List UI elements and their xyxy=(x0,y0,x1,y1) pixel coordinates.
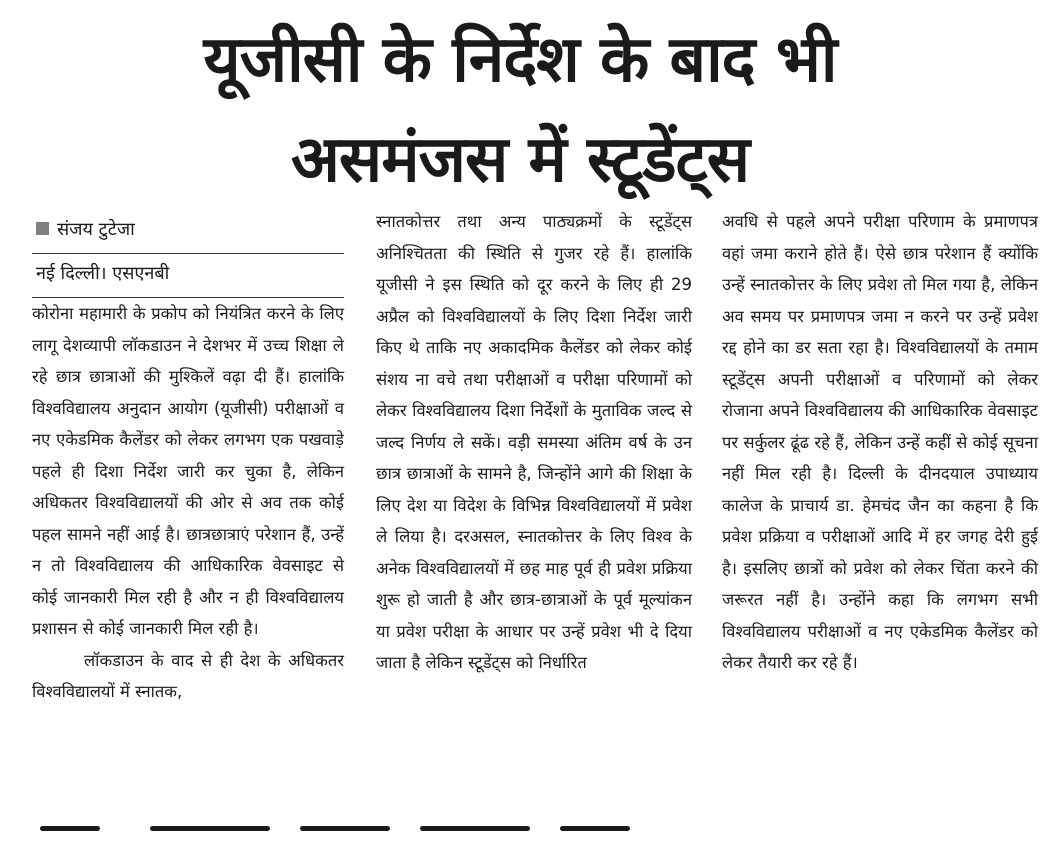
byline xyxy=(32,208,344,296)
headline xyxy=(0,10,1040,210)
column-3 xyxy=(722,206,1038,679)
dateline: नई दिल्ली। एसएनबी xyxy=(36,263,170,284)
column-1-paragraph-2: लॉकडाउन के वाद से ही देश के अधिकतर विश्वविद्यालयों में स्नातक, xyxy=(32,650,344,701)
author-line xyxy=(36,214,135,246)
headline-line-2: असमंजस में स्टूडेंट्स xyxy=(291,123,749,197)
column-1-paragraph-1: कोरोना महामारी के प्रकोप को नियंत्रित करने के लिए लागू देशव्यापी लॉकडाउन ने देशभर में उच्च शिक्षा ले रहे छात्र छात्राओं की मुश्किलें वढ़ा दी हैं। हालांकि विश्वविद्यालय अनुदान आयोग (यूजीसी) परीक्षाओं व नए एकेडमिक कैलेंडर को लेकर लगभग एक पखवाड़े पहले ही दिशा निर्देश जारी कर चुका है, लेकिन अधिकतर विश्वविद्यालयों की ओर से अव तक कोई पहल सामने नहीं आई है। छात्रछात्राएं परेशान हैं, उन्हें न तो विश्वविद्यालय की आधिकारिक वेवसाइट से कोई जानकारी मिल रही है और न ही विश्वविद्यालय प्रशासन से कोई जानकारी मिल रही है। xyxy=(32,304,344,638)
headline-line-1: यूजीसी के निर्देश के बाद भी xyxy=(203,23,837,97)
author-name: संजय टुटेजा xyxy=(57,219,135,240)
column-3-text: अवधि से पहले अपने परीक्षा परिणाम के प्रमाणपत्र वहां जमा कराने होते हैं। ऐसे छात्र परेशान हैं क्योंकि उन्हें स्नातकोत्तर के लिए प्रवेश तो मिल गया है, लेकिन अव समय पर प्रमाणपत्र जमा न करने पर उन्हें प्रवेश रद्द होने का डर सता रहा है। विश्वविद्यालयों के तमाम स्टूडेंट्स अपनी परीक्षाओं व परिणामों को लेकर रोजाना अपने विश्वविद्यालय की आधिकारिक वेवसाइट पर सर्कुलर ढूंढ रहे हैं, लेकिन उन्हें कहीं से कोई सूचना नहीं मिल रही है। दिल्ली के दीनदयाल उपाध्याय कालेज के प्राचार्य डा. हेमचंद जैन का कहना है कि प्रवेश प्रक्रिया व परीक्षाओं आदि में हर जगह देरी हुई है। इसलिए छात्रों को प्रवेश को लेकर चिंता करने की जरूरत नहीं है। उन्होंने कहा कि लगभग सभी विश्वविद्यालय परीक्षाओं व नए एकेडमिक कैलेंडर को लेकर तैयारी कर रहे हैं। xyxy=(722,212,1038,672)
dateline-divider xyxy=(32,297,344,298)
column-1 xyxy=(32,208,344,708)
column-2-text: स्नातकोत्तर तथा अन्य पाठ्यक्रमों के स्टूडेंट्स अनिश्चितता की स्थिति से गुजर रहे हैं। हालांकि यूजीसी ने इस स्थिति को दूर करने के लिए ही 29 अप्रैल को विश्वविद्यालयों के लिए दिशा निर्देश जारी किए थे ताकि नए अकादमिक कैलेंडर को लेकर कोई संशय ना वचे तथा परीक्षाओं व परीक्षा परिणामों को लेकर विश्वविद्यालय दिशा निर्देशों के मुताविक जल्द से जल्द निर्णय ले सकें। वड़ी समस्या अंतिम वर्ष के उन छात्र छात्राओं के सामने है, जिन्होंने आगे की शिक्षा के लिए देश या विदेश के विभिन्न विश्वविद्यालयों में प्रवेश ले लिया है। दरअसल, स्नातकोत्तर के लिए विश्व के अनेक विश्वविद्यालयों में छह माह पूर्व ही प्रवेश प्रक्रिया शुरू हो जाती है और छात्र-छात्राओं के पूर्व मूल्यांकन या प्रवेश परीक्षा के आधार पर उन्हें प्रवेश भी दे दिया जाता है लेकिन स्टूडेंट्स को निर्धारित xyxy=(376,212,692,672)
byline-divider xyxy=(32,253,344,254)
bullet-square-icon xyxy=(36,222,49,235)
column-2 xyxy=(376,206,692,679)
cropped-next-article-strip xyxy=(0,826,1040,841)
